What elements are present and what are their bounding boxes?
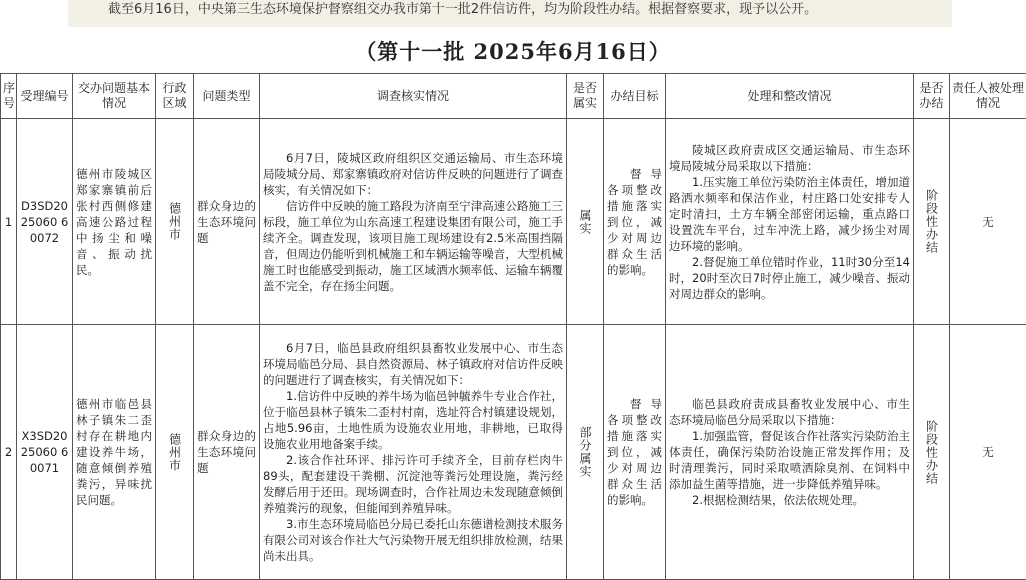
true-status-text: 部分属实 bbox=[578, 426, 592, 478]
investigation-para: 6月7日，陵城区政府组织区交通运输局、市生态环境局陵城分局、郑家寨镇政府对信访件反映的问题进行了调查核实，有关情况如下： bbox=[263, 150, 563, 198]
cell-completed bbox=[914, 325, 950, 580]
header-problem: 交办问题基本情况 bbox=[73, 74, 156, 119]
handling-para: 2.督促施工单位错时作业，11时30分至14时，20时至次日7时停止施工，减少噪音、振动对周边群众的影响。 bbox=[669, 254, 910, 302]
goal-text: 督导各项整改措施落实到位，减少对周边群众生活的影响。 bbox=[607, 166, 662, 278]
cell-handling bbox=[666, 119, 914, 325]
cell-type: 群众身边的生态环境问题 bbox=[194, 119, 260, 325]
cell-investigation bbox=[260, 325, 567, 580]
cell-problem: 德州市陵城区郑家寨镇前后张村西侧修建高速公路过程中扬尘和噪音、振动扰民。 bbox=[73, 119, 156, 325]
true-status-text: 属实 bbox=[578, 209, 592, 235]
cell-id: D3SD2025060 60072 bbox=[17, 119, 73, 325]
header-goal: 办结目标 bbox=[604, 74, 666, 119]
region-text: 德州市 bbox=[168, 202, 182, 241]
notice-banner: 截至6月16日，中央第三生态环境保护督察组交办我市第十一批2件信访件，均为阶段性办结。根据督察要求，现予以公开。 bbox=[68, 0, 952, 27]
cell-type: 群众身边的生态环境问题 bbox=[194, 325, 260, 580]
petition-table bbox=[0, 73, 1026, 580]
cell-goal bbox=[604, 119, 666, 325]
header-investigation: 调查核实情况 bbox=[260, 74, 567, 119]
investigation-para: 6月7日，临邑县政府组织县畜牧业发展中心、市生态环境局临邑分局、县自然资源局、林子镇政府对信访件反映的问题进行了调查核实，有关情况如下： bbox=[263, 340, 563, 388]
table-row bbox=[1, 119, 1026, 325]
header-handling: 处理和整改情况 bbox=[666, 74, 914, 119]
handling-para: 1.加强监管，督促该合作社落实污染防治主体责任，确保污染防治设施正常发挥作用；及时清理粪污，同时采取喷洒除臭剂、在饲料中添加益生菌等措施，进一步降低养殖异味。 bbox=[669, 428, 910, 492]
completed-text: 阶段性办结 bbox=[925, 189, 939, 254]
handling-para: 临邑县政府责成县畜牧业发展中心、市生态环境局临邑分局采取以下措施： bbox=[669, 396, 910, 428]
cell-true-status bbox=[567, 119, 604, 325]
header-id: 受理编号 bbox=[17, 74, 73, 119]
cell-investigation bbox=[260, 119, 567, 325]
handling-para: 陵城区政府责成区交通运输局、市生态环境局陵城分局采取以下措施： bbox=[669, 142, 910, 174]
cell-seq: 2 bbox=[1, 325, 17, 580]
header-completed: 是否办结 bbox=[914, 74, 950, 119]
handling-para: 1.压实施工单位污染防治主体责任，增加道路洒水频率和保洁作业，村庄路口处安排专人定时清扫，土方车辆全部密闭运输，重点路口设置洗车平台，过车冲洗上路，减少扬尘对周边环境的影响。 bbox=[669, 174, 910, 254]
goal-text: 督导各项整改措施落实到位，减少对周边群众生活的影响。 bbox=[607, 396, 662, 508]
cell-goal bbox=[604, 325, 666, 580]
completed-text: 阶段性办结 bbox=[925, 420, 939, 485]
investigation-para: 3.市生态环境局临邑分局已委托山东德谱检测技术服务有限公司对该合作社大气污染物开展无组织排放检测，结果尚未出具。 bbox=[263, 516, 563, 564]
cell-true-status bbox=[567, 325, 604, 580]
investigation-para: 2.该合作社环评、排污许可手续齐全，目前存栏肉牛89头，配套建设干粪棚、沉淀池等粪污处理设施，粪污经发酵后用于还田。现场调查时，合作社周边未发现随意倾倒养殖粪污的现象，但能闻到养殖异味。 bbox=[263, 452, 563, 516]
table-header-row bbox=[1, 74, 1026, 119]
cell-completed bbox=[914, 119, 950, 325]
cell-punished: 无 bbox=[950, 119, 1026, 325]
header-seq: 序号 bbox=[1, 74, 17, 119]
header-true-status: 是否属实 bbox=[567, 74, 604, 119]
header-type: 问题类型 bbox=[194, 74, 260, 119]
table-row bbox=[1, 325, 1026, 580]
cell-id: X3SD2025060 60071 bbox=[17, 325, 73, 580]
header-punished: 责任人被处理情况 bbox=[950, 74, 1026, 119]
cell-seq: 1 bbox=[1, 119, 17, 325]
cell-region bbox=[156, 325, 194, 580]
header-region: 行政区域 bbox=[156, 74, 194, 119]
cell-problem: 德州市临邑县林子镇朱二歪村存在耕地内建设养牛场，随意倾倒养殖粪污，异味扰民问题。 bbox=[73, 325, 156, 580]
investigation-para: 1.信访件中反映的养牛场为临邑钟毓养牛专业合作社，位于临邑县林子镇朱二歪村村南，选址符合村镇建设规划，占地5.96亩，土地性质为设施农业用地，非耕地，已取得设施农业用地备案手续。 bbox=[263, 388, 563, 452]
region-text: 德州市 bbox=[168, 433, 182, 472]
cell-handling bbox=[666, 325, 914, 580]
batch-title: （第十一批 2025年6月16日） bbox=[0, 36, 1026, 66]
investigation-para: 信访件中反映的施工路段为济南至宁津高速公路施工三标段，施工单位为山东高速工程建设集团有限公司，施工手续齐全。调查发现，该项目施工现场建设有2.5米高围挡隔音，但周边仍能听到机械施工和车辆运输等噪音，大型机械施工时也能感受到振动，施工区域洒水频率低、运输车辆覆盖不完全，存在扬尘问题。 bbox=[263, 198, 563, 294]
handling-para: 2.根据检测结果，依法依规处理。 bbox=[669, 492, 910, 508]
cell-region bbox=[156, 119, 194, 325]
cell-punished: 无 bbox=[950, 325, 1026, 580]
